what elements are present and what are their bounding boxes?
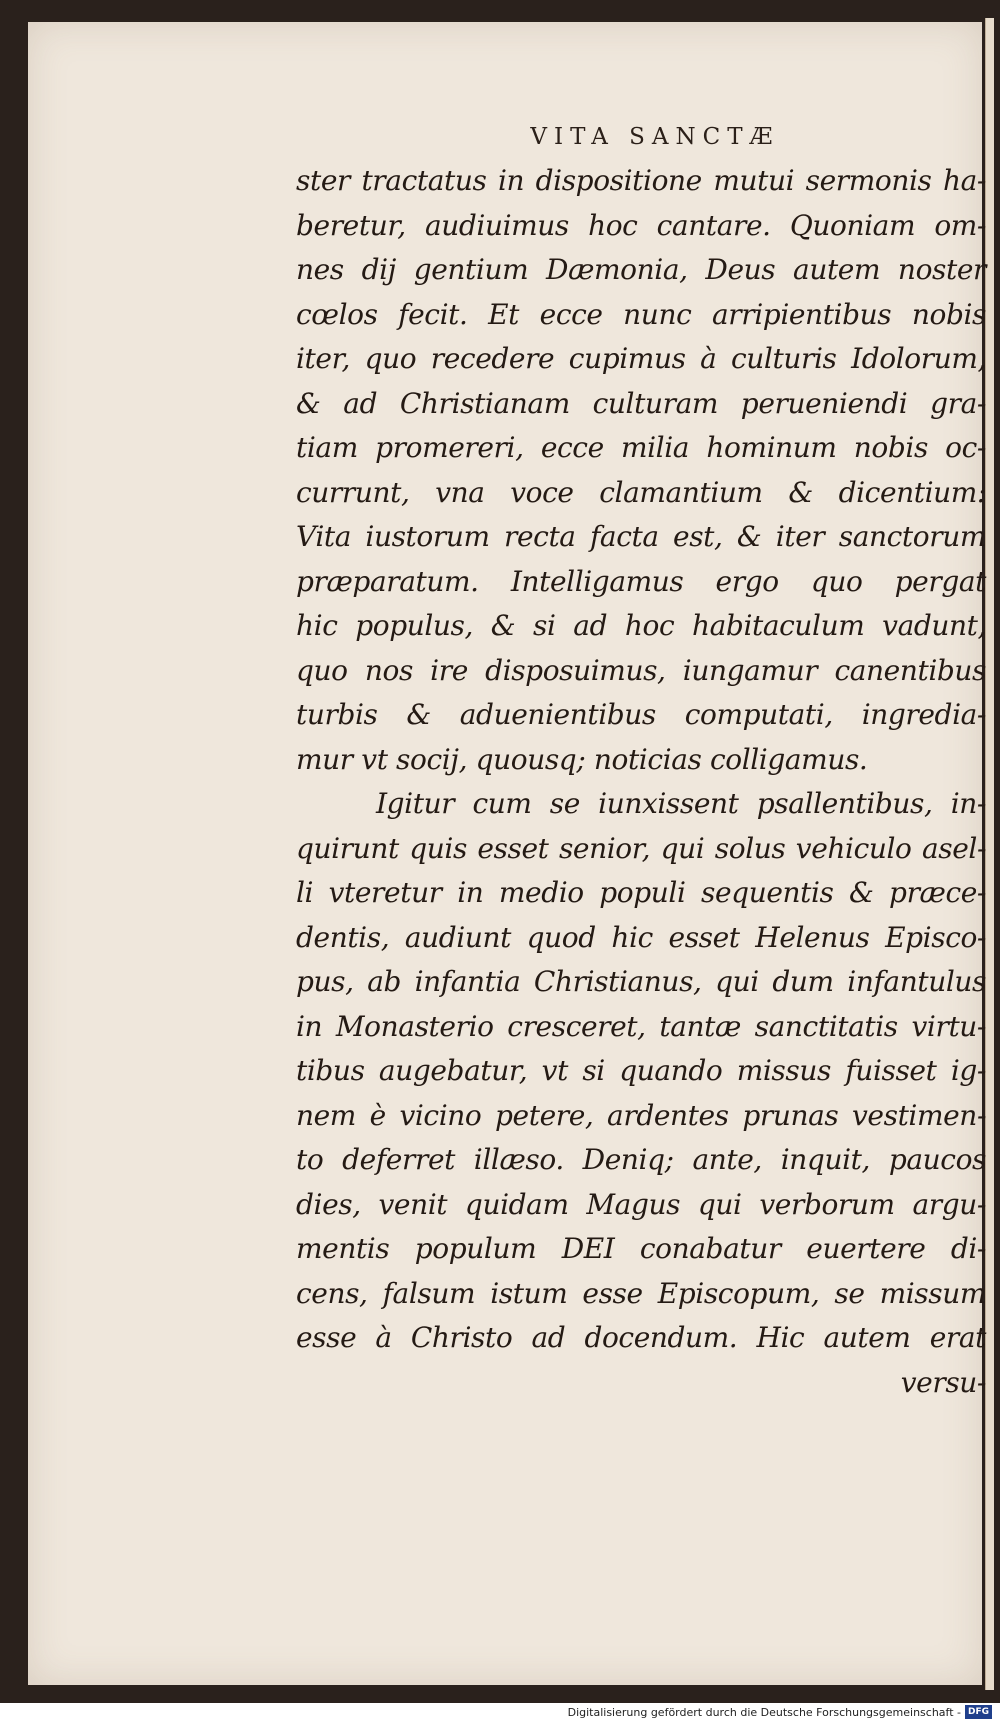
text-line: in Monasterio cresceret, tantæ sanctitatis virtu- bbox=[296, 1009, 986, 1043]
text-line: cens, falsum istum esse Episcopum, se missum bbox=[296, 1276, 986, 1310]
text-line: iter, quo recedere cupimus à culturis Idolorum, bbox=[296, 342, 986, 375]
paragraph-end-line: mur vt socij, quousq; noticias colligamus. bbox=[296, 742, 868, 776]
text-line: to deferret illæso. Deniq; ante, inquit, paucos bbox=[296, 1143, 986, 1176]
paragraph-start-line: Igitur cum se iunxissent psallentibus, in- bbox=[376, 787, 986, 820]
text-line: dentis, audiunt quod hic esset Helenus Episco- bbox=[296, 920, 986, 954]
text-line: præparatum. Intelligamus ergo quo pergat bbox=[296, 564, 986, 598]
credit-text: Digitalisierung gefördert durch die Deutsche Forschungsgemeinschaft - bbox=[567, 1705, 961, 1719]
text-line: hic populus, & si ad hoc habitaculum vadunt, bbox=[296, 609, 986, 642]
text-line: turbis & aduenientibus computati, ingredia- bbox=[296, 698, 986, 731]
text-line: currunt, vna voce clamantium & dicentium: bbox=[296, 475, 986, 509]
dfg-logo: DFG bbox=[965, 1705, 992, 1719]
text-line: dies, venit quidam Magus qui verborum argu- bbox=[296, 1187, 986, 1221]
text-line: nes dij gentium Dæmonia, Deus autem noster bbox=[296, 253, 986, 286]
catchword: versu- bbox=[900, 1365, 986, 1399]
page-text bbox=[296, 159, 986, 1405]
running-head: VITA SANCTÆ bbox=[530, 124, 780, 150]
text-line: mentis populum DEI conabatur euertere di- bbox=[296, 1232, 986, 1265]
text-line: li vteretur in medio populi sequentis & præce- bbox=[296, 876, 986, 909]
text-line: esse à Christo ad docendum. Hic autem erat bbox=[296, 1321, 986, 1354]
text-line: cœlos fecit. Et ecce nunc arripientibus nobis bbox=[296, 297, 986, 331]
book-page bbox=[28, 22, 986, 1685]
text-line: & ad Christianam culturam perueniendi gra- bbox=[296, 386, 986, 420]
text-line: Vita iustorum recta facta est, & iter sanctorum bbox=[296, 520, 986, 553]
text-line: tiam promereri, ecce milia hominum nobis oc- bbox=[296, 431, 986, 464]
digitization-credit bbox=[568, 1703, 992, 1721]
page-edge bbox=[985, 18, 994, 1690]
text-line: quirunt quis esset senior, qui solus vehiculo asel- bbox=[296, 831, 986, 865]
text-line: quo nos ire disposuimus, iungamur canentibus bbox=[296, 653, 986, 687]
text-line: beretur, audiuimus hoc cantare. Quoniam om- bbox=[296, 208, 986, 242]
text-line: nem è vicino petere, ardentes prunas vestimen- bbox=[296, 1098, 986, 1132]
text-line: pus, ab infantia Christianus, qui dum infantulus bbox=[296, 965, 986, 998]
text-line: tibus augebatur, vt si quando missus fuisset ig- bbox=[296, 1054, 986, 1087]
text-line: ster tractatus in dispositione mutui sermonis ha- bbox=[296, 164, 986, 197]
